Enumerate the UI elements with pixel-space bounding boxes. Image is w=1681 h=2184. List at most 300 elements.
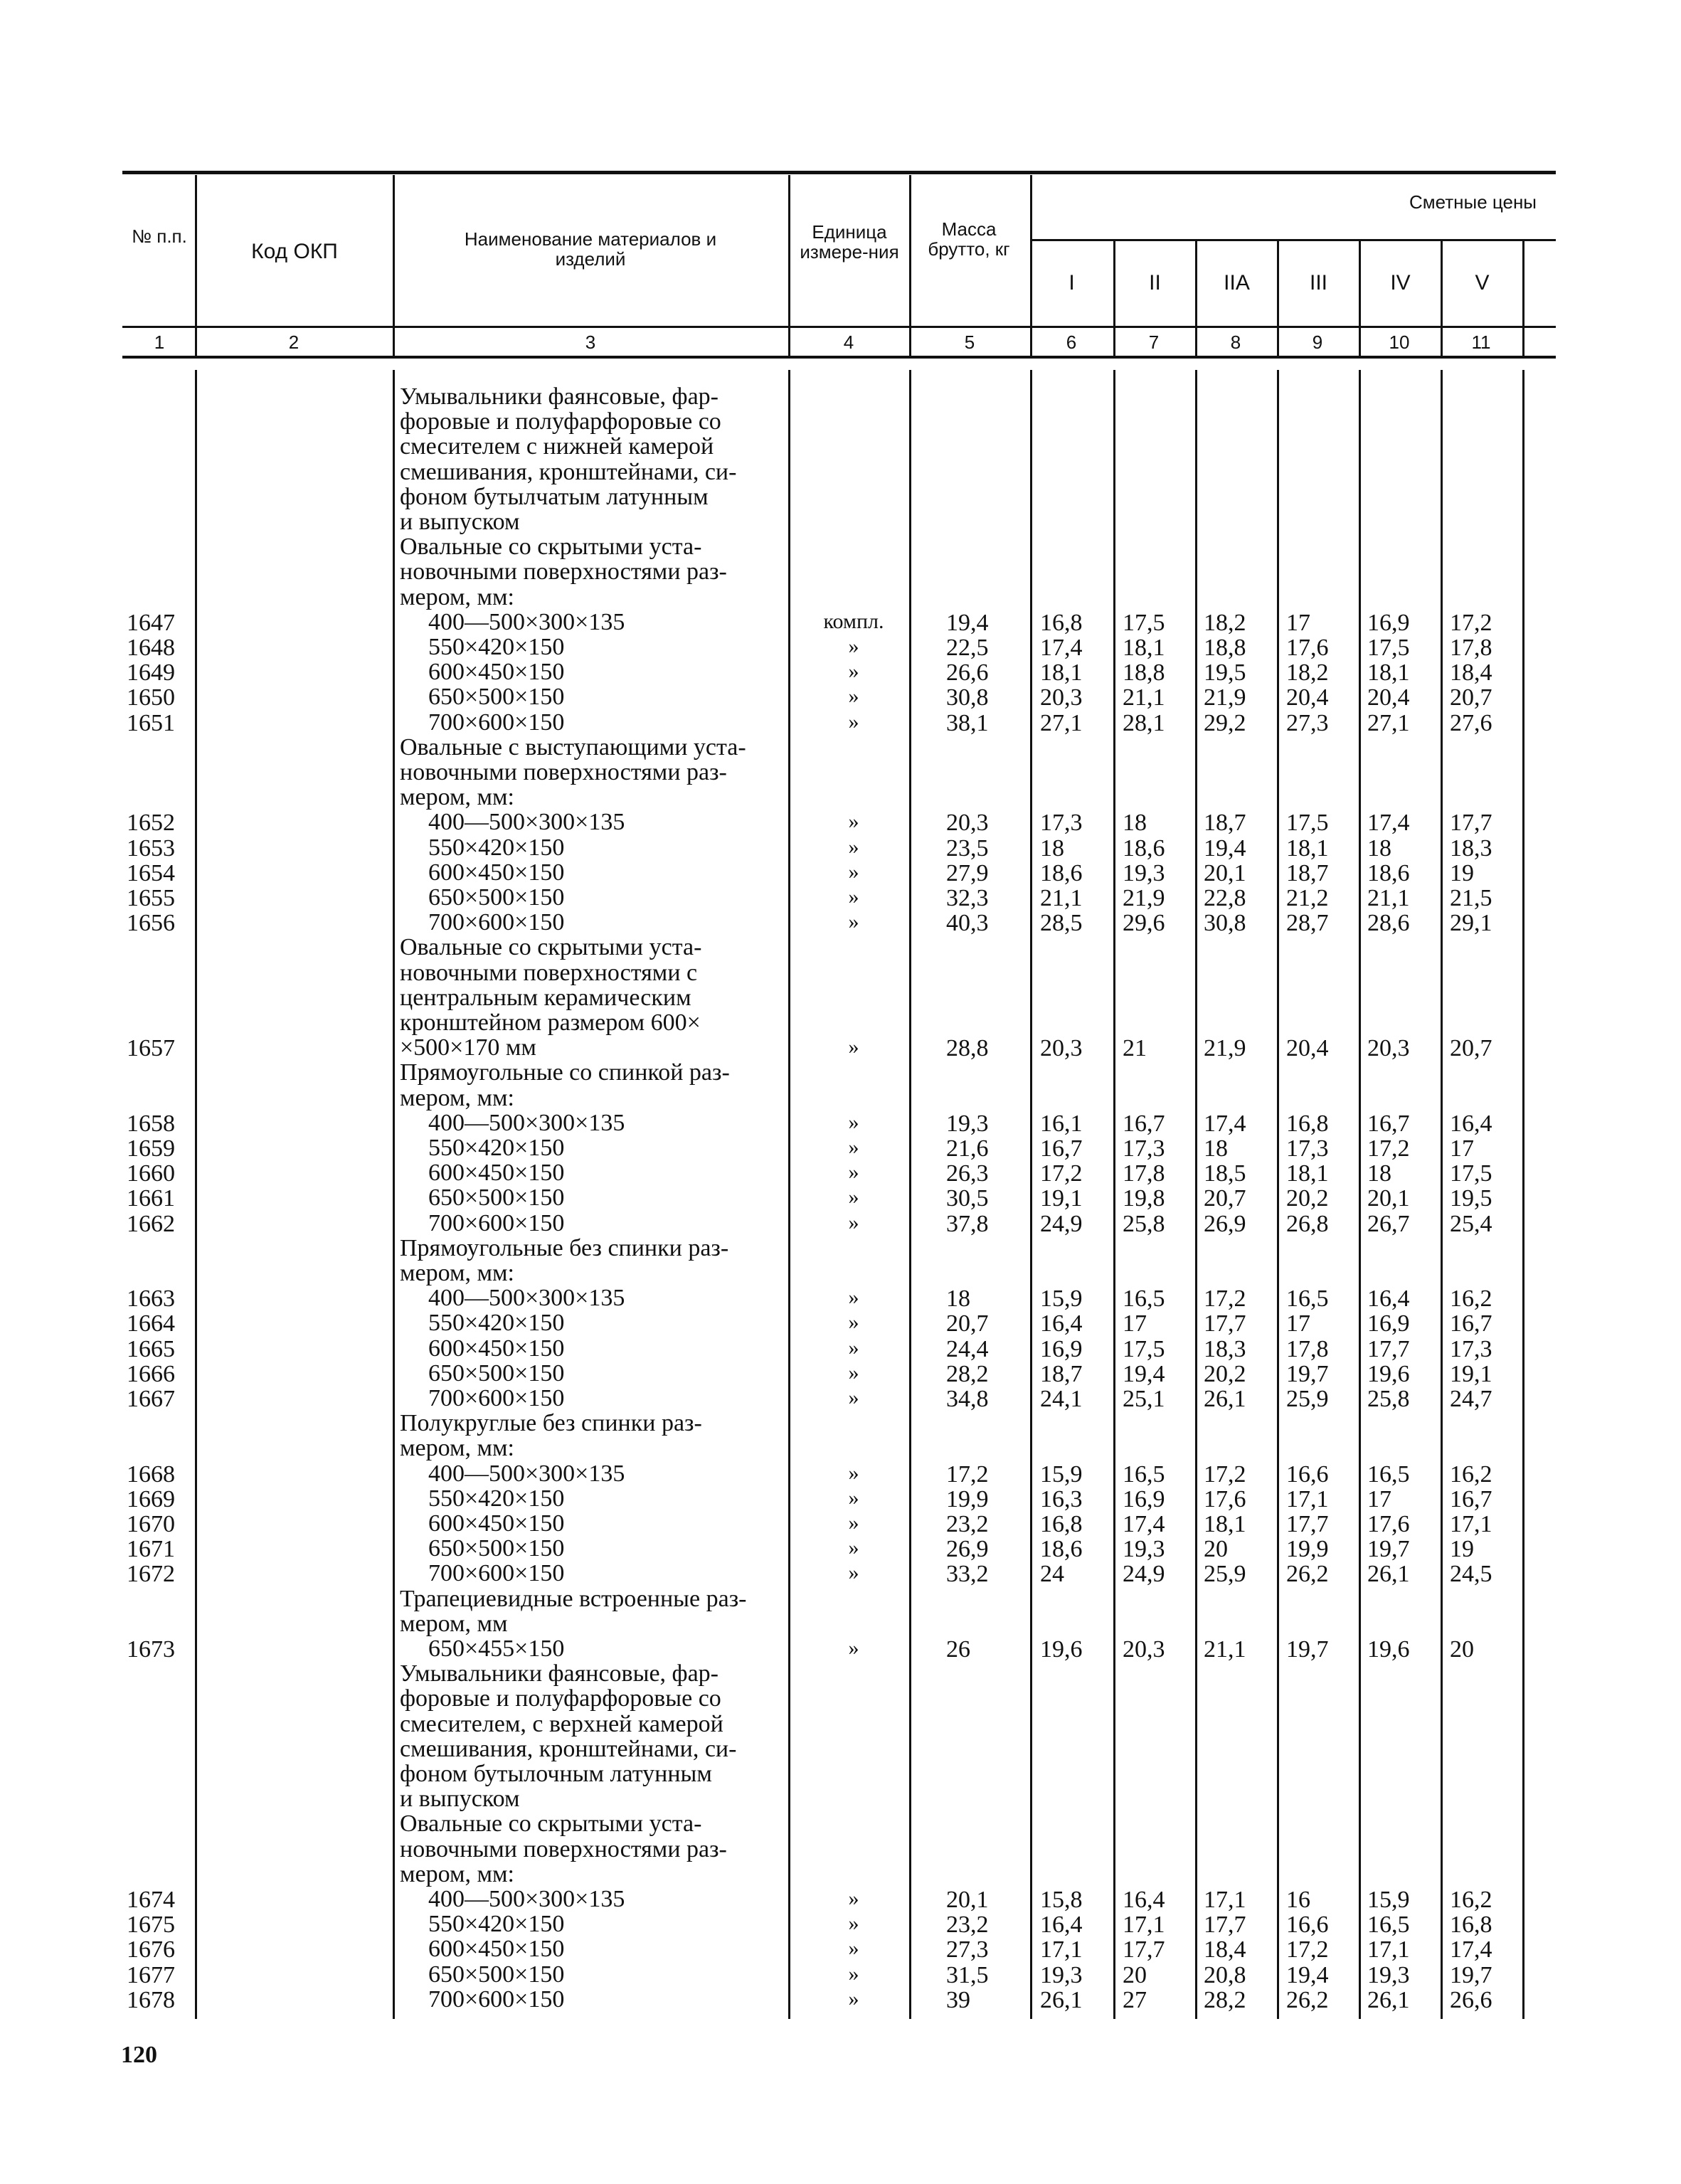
item-description: новочными поверхностями раз- [400, 759, 727, 785]
price-cell: 21,5 [1450, 885, 1492, 911]
unit-cell: » [848, 1110, 859, 1134]
item-description: смешивания, кронштейнами, си- [400, 1735, 737, 1762]
price-cell: 26,1 [1367, 1561, 1410, 1588]
price-cell: 29,2 [1204, 709, 1246, 736]
price-cell: 16,6 [1286, 1461, 1329, 1488]
item-size: 550×420×150 [428, 1310, 565, 1337]
mass-cell: 22,5 [946, 635, 989, 661]
column-number: 4 [843, 332, 854, 353]
price-cell: 26,9 [1204, 1210, 1246, 1237]
body-col-divider [1277, 370, 1279, 2019]
unit-cell: » [848, 859, 859, 884]
header-price-zone: I [1068, 271, 1075, 295]
price-cell: 17,6 [1286, 635, 1329, 661]
row-number: 1656 [127, 910, 175, 937]
mass-cell: 28,2 [946, 1360, 989, 1387]
row-number: 1661 [127, 1185, 175, 1212]
item-description: форовые и полуфарфоровые со [400, 408, 721, 435]
row-number: 1664 [127, 1310, 175, 1337]
price-cell: 18,4 [1204, 1936, 1246, 1963]
item-description: Прямоугольные со спинкой раз- [400, 1059, 730, 1086]
price-cell: 17,2 [1286, 1936, 1329, 1963]
price-cell: 25,9 [1204, 1561, 1246, 1588]
price-cell: 16,4 [1450, 1110, 1492, 1137]
price-cell: 19,7 [1450, 1961, 1492, 1988]
price-cell: 16,7 [1123, 1110, 1165, 1137]
price-cell: 18,8 [1204, 635, 1246, 661]
price-cell: 24,1 [1040, 1386, 1083, 1412]
item-description: мером, мм [400, 1610, 508, 1637]
price-cell: 17,2 [1204, 1461, 1246, 1488]
item-description: Полукруглые без спинки раз- [400, 1410, 702, 1437]
unit-cell: » [848, 659, 859, 684]
item-size: 600×450×150 [428, 1160, 565, 1187]
mass-cell: 20,3 [946, 810, 989, 837]
price-cell: 19,3 [1123, 1536, 1165, 1563]
price-cell: 21,1 [1367, 885, 1410, 911]
price-cell: 17 [1367, 1485, 1391, 1512]
item-size: 700×600×150 [428, 1560, 565, 1587]
body-col-divider [1113, 370, 1115, 2019]
mass-cell: 27,3 [946, 1936, 989, 1963]
unit-cell: » [848, 810, 859, 834]
item-size: 600×450×150 [428, 1510, 565, 1537]
mass-cell: 26,9 [946, 1536, 989, 1563]
row-number: 1650 [127, 684, 175, 711]
price-cell: 19,8 [1123, 1185, 1165, 1212]
item-size: 600×450×150 [428, 659, 565, 686]
unit-cell: » [848, 834, 859, 859]
header-col-divider [788, 175, 790, 356]
item-size: 700×600×150 [428, 1209, 565, 1236]
price-cell: 28,5 [1040, 910, 1083, 937]
item-size: 400—500×300×135 [428, 1109, 625, 1136]
item-description: Овальные со скрытыми уста- [400, 934, 702, 961]
item-size: 700×600×150 [428, 1986, 565, 2013]
mass-cell: 32,3 [946, 885, 989, 911]
item-size: 650×500×150 [428, 884, 565, 911]
price-cell: 17,2 [1040, 1160, 1083, 1187]
body-col-divider [1359, 370, 1361, 2019]
price-cell: 27,1 [1367, 709, 1410, 736]
price-cell: 16,7 [1450, 1485, 1492, 1512]
price-cell: 18,6 [1040, 859, 1083, 886]
price-cell: 16,5 [1123, 1286, 1165, 1313]
row-number: 1655 [127, 885, 175, 911]
unit-cell: » [848, 1360, 859, 1384]
price-cell: 18,6 [1367, 859, 1410, 886]
price-cell: 16,7 [1367, 1110, 1410, 1137]
price-cell: 17,1 [1040, 1936, 1083, 1963]
price-cell: 21,1 [1204, 1636, 1246, 1663]
body-col-divider [909, 370, 911, 2019]
price-cell: 22,8 [1204, 885, 1246, 911]
price-cell: 17,4 [1367, 810, 1410, 837]
row-number: 1647 [127, 609, 175, 636]
price-cell: 20,3 [1367, 1035, 1410, 1062]
price-cell: 28,6 [1367, 910, 1410, 937]
price-cell: 19,7 [1286, 1636, 1329, 1663]
price-cell: 17,7 [1204, 1310, 1246, 1337]
row-number: 1671 [127, 1536, 175, 1563]
unit-cell: » [848, 1887, 859, 1910]
price-cell: 20,3 [1040, 1035, 1083, 1062]
price-cell: 18,5 [1204, 1160, 1246, 1187]
body-col-divider [393, 370, 395, 2019]
mass-cell: 30,8 [946, 684, 989, 711]
row-number: 1678 [127, 1986, 175, 2013]
item-size: 400—500×300×135 [428, 1886, 625, 1912]
item-description: Умывальники фаянсовые, фар- [400, 383, 718, 410]
item-size: 600×450×150 [428, 859, 565, 886]
unit-cell: » [848, 1511, 859, 1534]
item-size: 400—500×300×135 [428, 608, 625, 635]
price-cell: 18,1 [1204, 1511, 1246, 1537]
mass-cell: 31,5 [946, 1961, 989, 1988]
header-col-divider [1030, 175, 1032, 356]
price-cell: 16,4 [1123, 1887, 1165, 1913]
price-cell: 24,7 [1450, 1386, 1492, 1412]
row-number: 1672 [127, 1561, 175, 1588]
price-cell: 21,9 [1204, 1035, 1246, 1062]
item-description: мером, мм: [400, 1435, 514, 1462]
unit-cell: » [848, 1310, 859, 1335]
header-col-divider [909, 175, 911, 356]
price-cell: 17,2 [1204, 1286, 1246, 1313]
unit-cell: » [848, 1035, 859, 1059]
price-cell: 17,7 [1204, 1912, 1246, 1939]
price-cell: 26,1 [1204, 1386, 1246, 1412]
item-description: мером, мм: [400, 1260, 514, 1286]
price-cell: 20,7 [1450, 684, 1492, 711]
column-number: 2 [288, 332, 299, 353]
price-cell: 17 [1450, 1135, 1474, 1162]
column-number: 8 [1230, 332, 1241, 353]
mass-cell: 26,6 [946, 659, 989, 687]
header-col-divider [195, 175, 197, 356]
row-number: 1677 [127, 1961, 175, 1988]
item-description: мером, мм: [400, 1084, 514, 1111]
price-cell: 20,2 [1286, 1185, 1329, 1212]
price-cell: 16,4 [1040, 1912, 1083, 1939]
row-number: 1673 [127, 1636, 175, 1663]
unit-cell: » [848, 1961, 859, 1986]
price-cell: 18,3 [1204, 1335, 1246, 1362]
item-size: 550×420×150 [428, 634, 565, 660]
row-number: 1657 [127, 1035, 175, 1062]
item-description: мером, мм: [400, 784, 514, 811]
price-cell: 16,1 [1040, 1110, 1083, 1137]
column-number: 1 [154, 332, 165, 353]
price-cell: 19,3 [1367, 1961, 1410, 1988]
header-bottom-rule [122, 326, 1556, 328]
unit-cell: компл. [823, 609, 884, 633]
price-cell: 17,1 [1204, 1887, 1246, 1913]
item-description: мером, мм: [400, 583, 514, 610]
price-cell: 16 [1286, 1887, 1310, 1913]
price-cell: 16,9 [1367, 1310, 1410, 1337]
mass-cell: 37,8 [946, 1210, 989, 1237]
unit-cell: » [848, 1210, 859, 1234]
price-cell: 16,5 [1367, 1461, 1410, 1488]
page-number: 120 [121, 2042, 157, 2068]
price-cell: 17,4 [1204, 1110, 1246, 1137]
price-zone-rule [1030, 239, 1556, 241]
item-size: 550×420×150 [428, 1135, 565, 1161]
price-cell: 18,7 [1040, 1360, 1083, 1387]
price-cell: 19,1 [1450, 1360, 1492, 1387]
mass-cell: 23,5 [946, 834, 989, 862]
price-cell: 18,1 [1123, 635, 1165, 661]
price-cell: 20,3 [1123, 1636, 1165, 1663]
item-description: и выпуском [400, 1786, 520, 1813]
price-cell: 16,5 [1367, 1912, 1410, 1939]
row-number: 1649 [127, 659, 175, 687]
header-unit: Единица измере-ния [800, 221, 899, 263]
item-size: 400—500×300×135 [428, 1285, 625, 1312]
item-size: 650×500×150 [428, 1961, 565, 1988]
price-cell: 17,1 [1286, 1485, 1329, 1512]
price-cell: 17,5 [1367, 635, 1410, 661]
price-cell: 18,1 [1286, 1160, 1329, 1187]
unit-cell: » [848, 635, 859, 658]
price-cell: 19 [1450, 1536, 1474, 1563]
price-cell: 18,8 [1123, 659, 1165, 687]
price-cell: 17,3 [1286, 1135, 1329, 1162]
item-description: смесителем с нижней камерой [400, 433, 714, 460]
price-cell: 20 [1123, 1961, 1147, 1988]
price-cell: 26,8 [1286, 1210, 1329, 1237]
row-number: 1663 [127, 1286, 175, 1313]
price-cell: 29,1 [1450, 910, 1492, 937]
header-col-divider [393, 175, 395, 356]
row-number: 1659 [127, 1135, 175, 1162]
mass-cell: 19,3 [946, 1110, 989, 1137]
price-cell: 20,7 [1204, 1185, 1246, 1212]
mass-cell: 19,4 [946, 609, 989, 636]
price-cell: 16,5 [1286, 1286, 1329, 1313]
price-cell: 27,1 [1040, 709, 1083, 736]
item-description: Прямоугольные без спинки раз- [400, 1234, 729, 1261]
price-cell: 16,9 [1123, 1485, 1165, 1512]
body-col-divider [195, 370, 197, 2019]
item-description: Овальные со скрытыми уста- [400, 534, 702, 561]
item-size: 600×450×150 [428, 1335, 565, 1362]
price-cell: 16,8 [1040, 1511, 1083, 1537]
price-cell: 17,7 [1450, 810, 1492, 837]
price-cell: 20,7 [1450, 1035, 1492, 1062]
price-cell: 17,1 [1367, 1936, 1410, 1963]
header-prices: Сметные цены [1409, 191, 1537, 213]
price-cell: 19,1 [1040, 1185, 1083, 1212]
price-cell: 28,1 [1123, 709, 1165, 736]
mass-cell: 34,8 [946, 1386, 989, 1412]
price-cell: 19,6 [1367, 1360, 1410, 1387]
price-cell: 15,9 [1040, 1286, 1083, 1313]
item-description: фоном бутылчатым латунным [400, 483, 709, 510]
unit-cell: » [848, 1386, 859, 1409]
mass-cell: 26,3 [946, 1160, 989, 1187]
item-description: Овальные с выступающими уста- [400, 733, 746, 760]
unit-cell: » [848, 1636, 859, 1660]
price-cell: 21 [1123, 1035, 1147, 1062]
row-number: 1666 [127, 1360, 175, 1387]
price-cell: 20,4 [1367, 684, 1410, 711]
item-size: 650×500×150 [428, 1359, 565, 1387]
item-size: 650×500×150 [428, 684, 565, 711]
price-cell: 17,6 [1204, 1485, 1246, 1512]
price-cell: 21,9 [1204, 684, 1246, 711]
header-col-divider [1277, 240, 1279, 356]
mass-cell: 38,1 [946, 709, 989, 736]
item-description: новочными поверхностями раз- [400, 1835, 727, 1862]
price-cell: 20,1 [1367, 1185, 1410, 1212]
price-cell: 19,7 [1367, 1536, 1410, 1563]
price-cell: 18 [1367, 834, 1391, 862]
price-cell: 26,1 [1040, 1986, 1083, 2013]
price-cell: 18 [1367, 1160, 1391, 1187]
header-price-zone: V [1475, 271, 1490, 295]
mass-cell: 26 [946, 1636, 970, 1663]
price-cell: 18 [1040, 834, 1064, 862]
header-col-divider [1195, 240, 1197, 356]
price-cell: 26,7 [1367, 1210, 1410, 1237]
unit-cell: » [848, 1485, 859, 1510]
price-cell: 17,8 [1286, 1335, 1329, 1362]
price-cell: 17,8 [1450, 635, 1492, 661]
price-cell: 17,4 [1040, 635, 1083, 661]
item-description: новочными поверхностями с [400, 959, 698, 986]
unit-cell: » [848, 1912, 859, 1936]
row-number: 1662 [127, 1210, 175, 1237]
price-cell: 17 [1123, 1310, 1147, 1337]
price-cell: 17,7 [1367, 1335, 1410, 1362]
price-cell: 18,7 [1286, 859, 1329, 886]
mass-cell: 23,2 [946, 1912, 989, 1939]
colnum-bottom-rule [122, 356, 1556, 359]
body-col-divider [788, 370, 790, 2019]
price-cell: 26,2 [1286, 1986, 1329, 2013]
mass-cell: 17,2 [946, 1461, 989, 1488]
item-description: смешивания, кронштейнами, си- [400, 458, 737, 485]
row-number: 1669 [127, 1485, 175, 1512]
price-cell: 17,6 [1367, 1511, 1410, 1537]
unit-cell: » [848, 1986, 859, 2010]
price-cell: 26,6 [1450, 1986, 1492, 2013]
row-number: 1651 [127, 709, 175, 736]
price-cell: 17,1 [1123, 1912, 1165, 1939]
unit-cell: » [848, 1335, 859, 1359]
price-cell: 19,9 [1286, 1536, 1329, 1563]
price-cell: 16,2 [1450, 1286, 1492, 1313]
price-cell: 17,2 [1450, 609, 1492, 636]
price-cell: 18,6 [1040, 1536, 1083, 1563]
price-cell: 15,9 [1367, 1887, 1410, 1913]
unit-cell: » [848, 1461, 859, 1485]
mass-cell: 27,9 [946, 859, 989, 886]
header-num: № п.п. [132, 226, 187, 247]
item-description: Умывальники фаянсовые, фар- [400, 1660, 718, 1687]
price-cell: 17,1 [1450, 1511, 1492, 1537]
unit-cell: » [848, 1561, 859, 1585]
price-cell: 20,1 [1204, 859, 1246, 886]
row-number: 1665 [127, 1335, 175, 1362]
price-cell: 18,1 [1286, 834, 1329, 862]
item-size: 700×600×150 [428, 909, 565, 936]
header-col-divider [1522, 240, 1524, 356]
price-cell: 20,4 [1286, 684, 1329, 711]
price-cell: 19,4 [1204, 834, 1246, 862]
price-cell: 21,1 [1040, 885, 1083, 911]
mass-cell: 19,9 [946, 1485, 989, 1512]
row-number: 1670 [127, 1511, 175, 1537]
price-cell: 19,4 [1286, 1961, 1329, 1988]
item-description: центральным керамическим [400, 984, 691, 1011]
row-number: 1668 [127, 1461, 175, 1488]
price-cell: 17,5 [1286, 810, 1329, 837]
item-size: 700×600×150 [428, 709, 565, 736]
price-cell: 19,3 [1123, 859, 1165, 886]
row-number: 1667 [127, 1386, 175, 1412]
body-col-divider [1195, 370, 1197, 2019]
price-cell: 16,4 [1367, 1286, 1410, 1313]
price-cell: 27 [1123, 1986, 1147, 2013]
row-number: 1674 [127, 1887, 175, 1913]
price-cell: 16,9 [1367, 609, 1410, 636]
price-cell: 17 [1286, 1310, 1310, 1337]
mass-cell: 28,8 [946, 1035, 989, 1062]
item-description: ×500×170 мм [400, 1034, 536, 1061]
price-cell: 21,2 [1286, 885, 1329, 911]
price-cell: 27,6 [1450, 709, 1492, 736]
mass-cell: 33,2 [946, 1561, 989, 1588]
price-cell: 17 [1286, 609, 1310, 636]
price-cell: 17,5 [1450, 1160, 1492, 1187]
mass-cell: 20,7 [946, 1310, 989, 1337]
price-cell: 19,5 [1204, 659, 1246, 687]
price-cell: 19 [1450, 859, 1474, 886]
price-cell: 18 [1123, 810, 1147, 837]
column-number: 7 [1148, 332, 1160, 353]
price-cell: 25,1 [1123, 1386, 1165, 1412]
price-cell: 25,8 [1367, 1386, 1410, 1412]
price-cell: 16,6 [1286, 1912, 1329, 1939]
price-cell: 30,8 [1204, 910, 1246, 937]
unit-cell: » [848, 1160, 859, 1184]
price-cell: 16,4 [1040, 1310, 1083, 1337]
column-number: 11 [1471, 332, 1491, 353]
price-cell: 20,8 [1204, 1961, 1246, 1988]
price-cell: 20,2 [1204, 1360, 1246, 1387]
mass-cell: 21,6 [946, 1135, 989, 1162]
price-cell: 17,2 [1367, 1135, 1410, 1162]
price-cell: 28,2 [1204, 1986, 1246, 2013]
price-cell: 26,2 [1286, 1561, 1329, 1588]
price-cell: 20 [1450, 1636, 1474, 1663]
unit-cell: » [848, 1286, 859, 1310]
price-cell: 17,3 [1450, 1335, 1492, 1362]
item-size: 400—500×300×135 [428, 1460, 625, 1487]
price-cell: 20,4 [1286, 1035, 1329, 1062]
price-cell: 16,9 [1040, 1335, 1083, 1362]
item-description: 650×455×150 [428, 1636, 565, 1662]
column-number: 10 [1389, 332, 1410, 353]
price-cell: 16,8 [1450, 1912, 1492, 1939]
price-cell: 18 [1204, 1135, 1228, 1162]
row-number: 1658 [127, 1110, 175, 1137]
price-cell: 17,5 [1123, 609, 1165, 636]
item-size: 650×500×150 [428, 1184, 565, 1212]
